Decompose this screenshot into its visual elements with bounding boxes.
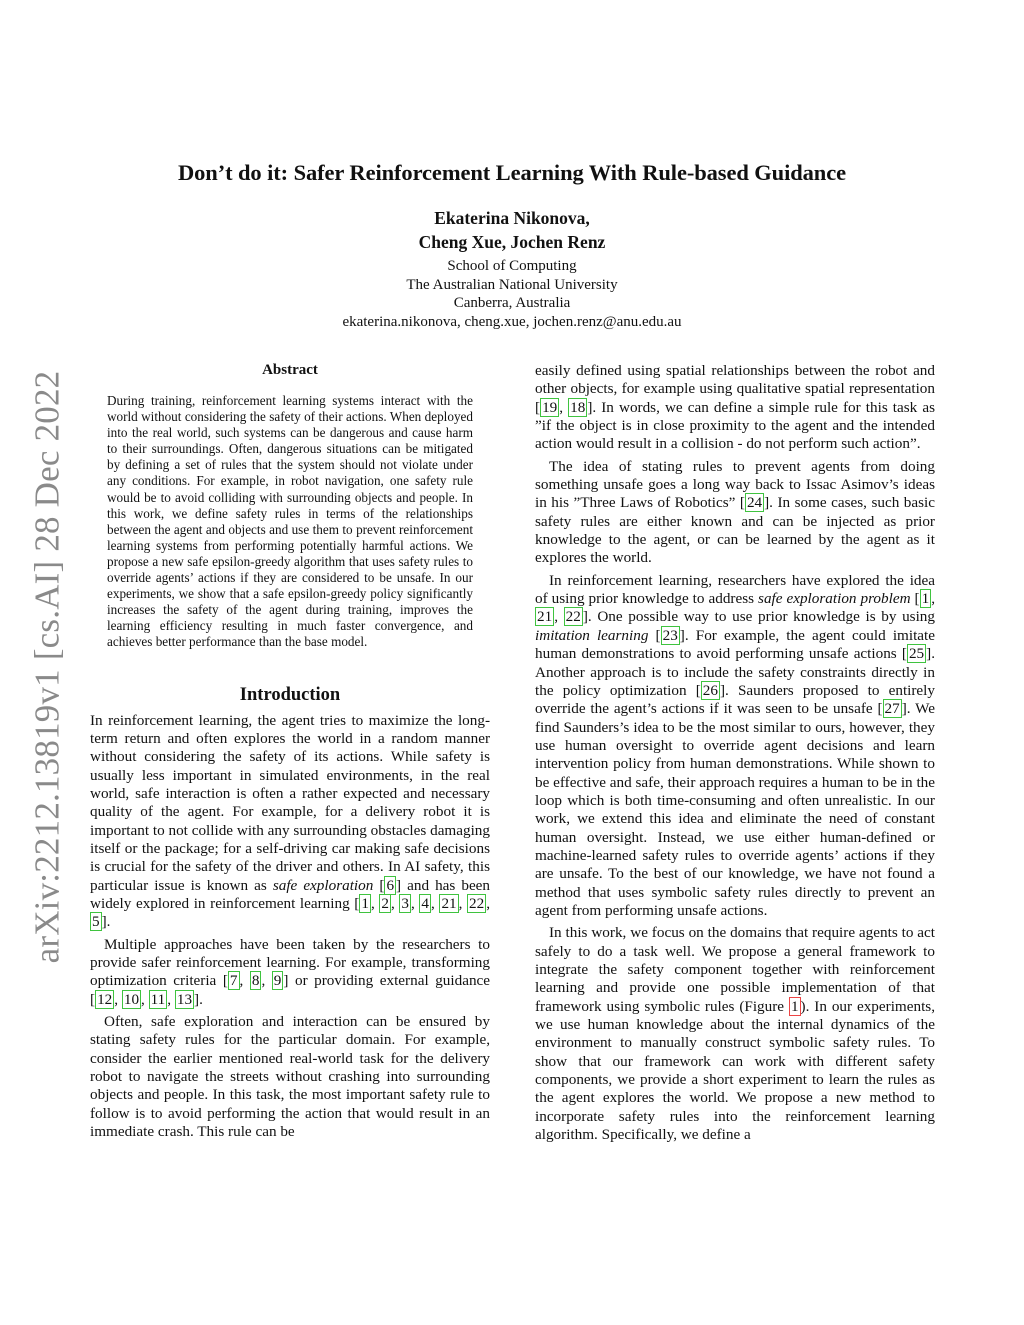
citation-link[interactable]: 2 — [381, 894, 389, 912]
citation-link[interactable]: 11 — [150, 990, 166, 1008]
citation-link[interactable]: 7 — [229, 972, 238, 990]
figure-reference-link[interactable]: 1 — [790, 997, 799, 1015]
arxiv-identifier: arXiv:2212.13819v1 [cs.AI] 28 Dec 2022 — [27, 370, 67, 964]
citation-link[interactable]: 18 — [570, 398, 586, 416]
affiliation-university: The Australian National University — [406, 276, 618, 293]
abstract-text: During training, reinforcement learning systems interact with the world without considering the safety of their actions. When deployed into the real world, such systems can be dangerous and cause harm to their surroundings. Often, dangerous situations can be mitigated by defining a set of rules that the system should not violate under any conditions. For example, in robot navigation, one safety rule would be to avoid colliding with surrounding objects and people. In this work, we define safety rules in terms of the relationships between the agent and objects and use them to prevent reinforcement learning systems from performing potentially harmful actions. We propose a new safe epsilon-greedy algorithm that uses safety rules to override agents’ actions if they are considered to be unsafe. In our experiments, we show that a safe epsilon-greedy policy significantly increases the safety of the agent during training, improves the learning efficiency resulting in much faster convergence, and achieves better performance than the base model. — [107, 393, 473, 650]
citation-link[interactable]: 25 — [908, 645, 925, 663]
intro-paragraph-1: In reinforcement learning, the agent tries to maximize the long-term return and often explores the world in a random manner without considering the safety of its actions. While safety is usually less important in simulated environments, in the real world, safe interaction is often a rather expected and necessary quality of the agent. For example, for a delivery robot it is important to not collide with any surrounding obstacles damaging itself or the package; for a self-driving car making safe decisions is crucial for the safety of the driver and others. In AI safety, this particular issue is known as safe exploration [ 6 ] and has been widely explored in reinforcement learning [ 1 , 2 , 3 , 4 , 21 , 22 , 5 ]. — [90, 711, 491, 931]
citation-link[interactable]: 22 — [469, 894, 485, 912]
citation-link[interactable]: 10 — [123, 990, 140, 1008]
right-paragraph-1: easily defined using spatial relationships between the robot and other objects, for example using qualitative spatial representation [ 19 , 18 ]. In words, we can define a simple rule for this task as ”if the object is in close proximity to the agent and the intended action would result in a collision - do not perform such action”. — [535, 362, 935, 453]
right-paragraph-3: In reinforcement learning, researchers have explored the idea of using prior knowledge to address safe exploration problem [ 1 , 21 , 22 ]. One possible way to use prior knowledge is by using imitation learning [ 23 ]. For example, the agent could imitate human demonstrations to avoid performing unsafe actions [ 25 ]. Another approach is to include the safety constraints directly in the policy optimization [ 26 ]. Saunders proposed to entirely override the agent’s actions if it was seen to be unsafe [ 27 ]. We find Saunders’s idea to be the most similar to ours, however, they use human oversight to override agent decisions and learn intervention policy from human demonstrations. While shown to be effective and safe, their approach requires a human to be in the loop which is both time-consuming and often unrealistic. In our work, we extend this idea and eliminate the need of constant human oversight. Instead, we use either human-defined or machine-learned safety rules to override agents’ actions if they are unsafe. To the best of our knowledge, we have not found a method that uses symbolic safety rules directly to prevent an agent from performing unsafe actions. — [535, 571, 936, 919]
citation-link[interactable]: 26 — [702, 681, 718, 699]
citation-link[interactable]: 21 — [441, 894, 457, 912]
arxiv-sidebar — [20, 362, 74, 972]
intro-paragraph-3: Often, safe exploration and interaction can be ensured by stating safety rules for the particular domain. For example, consider the earlier mentioned real-world task for the delivery robot to navigate the streets without crashing into surrounding objects and people. In this task, the most important safety rule to follow is to avoid performing the action that would result in an immediate crash. This rule can be — [90, 1013, 490, 1141]
right-column — [535, 362, 935, 1148]
citation-link[interactable]: 13 — [176, 990, 193, 1008]
affiliation-department: School of Computing — [447, 258, 577, 274]
citation-link[interactable]: 21 — [537, 608, 553, 626]
affiliation-emails: ekaterina.nikonova, cheng.xue, jochen.renz@anu.edu.au — [342, 313, 682, 330]
citation-link[interactable]: 6 — [386, 876, 395, 894]
citation-link[interactable]: 4 — [421, 894, 430, 912]
paper-title: Don’t do it: Safer Reinforcement Learning With Rule-based Guidance — [178, 160, 846, 185]
author-line-2: Cheng Xue, Jochen Renz — [418, 232, 606, 252]
citation-link[interactable]: 8 — [251, 972, 260, 990]
citation-link[interactable]: 23 — [662, 626, 678, 644]
affiliation-block — [0, 257, 1024, 331]
citation-link[interactable]: 1 — [361, 894, 369, 912]
left-column — [90, 362, 490, 1145]
citation-link[interactable]: 27 — [884, 700, 900, 718]
intro-paragraph-2: Multiple approaches have been taken by the researchers to provide safer reinforcement learning. For example, transforming optimization criteria [ 7 , 8 , 9 ] or providing external guidance [ 12 , 10 , 11 , 13 ]. — [90, 935, 491, 1008]
author-block — [0, 206, 1024, 254]
right-paragraph-2: The idea of stating rules to prevent agents from doing something unsafe goes a long way back to Issac Asimov’s ideas in his ”Three Laws of Robotics” [ 24 ]. In some cases, such basic safety rules are either known and can be injected as prior knowledge to the agent, or can be learned by the agent as it explores the world. — [535, 457, 935, 567]
right-paragraph-4: In this work, we focus on the domains that require agents to act safely to do a task well. We propose a general framework to integrate the safety component together with reinforcement learning and provide one possible implementation of that framework using symbolic rules (Figure 1 ). In our experiments, we use human knowledge about the internal dynamics of the environment to manually construct symbolic safety rules. To show that our framework can work with different safety components, we provide a short experiment to learn the rules as the agent explores the world. We propose a new method to incorporate safety rules into the reinforcement learning algorithm. Specifically, we define a — [535, 924, 935, 1144]
abstract-heading: Abstract — [262, 362, 318, 378]
citation-link[interactable]: 24 — [746, 494, 763, 512]
citation-link[interactable]: 22 — [565, 608, 581, 626]
citation-link[interactable]: 12 — [97, 990, 113, 1008]
citation-link[interactable]: 1 — [921, 590, 930, 608]
introduction-heading: Introduction — [239, 684, 341, 705]
affiliation-location: Canberra, Australia — [453, 295, 571, 311]
author-line-1: Ekaterina Nikonova, — [434, 208, 590, 228]
citation-link[interactable]: 9 — [273, 972, 282, 990]
citation-link[interactable]: 19 — [542, 398, 558, 416]
citation-link[interactable]: 3 — [401, 894, 409, 912]
citation-link[interactable]: 5 — [92, 913, 100, 931]
